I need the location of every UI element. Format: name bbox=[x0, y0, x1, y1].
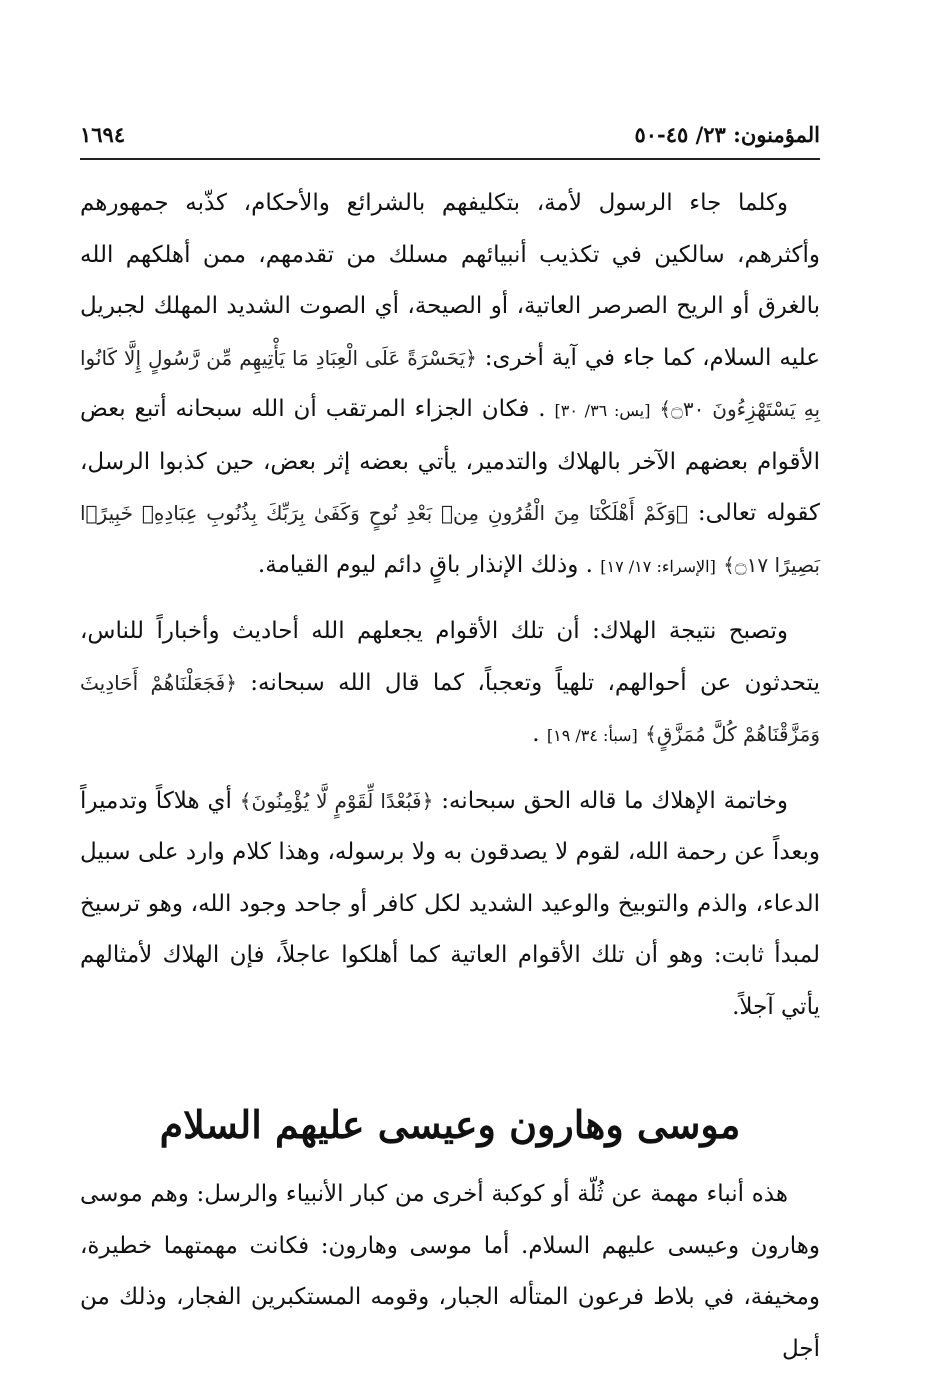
verse-citation: [الإسراء: ١٧/ ١٧] bbox=[600, 556, 716, 576]
verse-citation: [يس: ٣٦/ ٣٠] bbox=[554, 401, 651, 420]
quran-verse: ﴿فَبُعْدًا لِّقَوْمٍ لَّا يُؤْمِنُونَ﴾ bbox=[239, 788, 434, 813]
paragraph-1 bbox=[80, 178, 820, 592]
paragraph-text: وتصبح نتيجة الهلاك: أن تلك الأقوام يجعلهم الله أحاديث وأخباراً للناس، يتحدثون عن أحوالهم، تلهياً وتعجباً، كما قال الله سبحانه: bbox=[80, 618, 820, 696]
paragraph-text: . bbox=[532, 721, 540, 747]
paragraph-text: . فكان الجزاء المرتقب أن الله سبحانه أتبع بعض الأقوام بعضهم الآخر بالهلاك والتدمير، يأتي بعضه إثر بعض، حين كذبوا الرسل، كقوله تعالى: bbox=[80, 396, 820, 526]
paragraph-text: وخاتمة الإهلاك ما قاله الحق سبحانه: bbox=[433, 787, 788, 814]
section-heading: موسى وهارون وعيسى عليهم السلام bbox=[159, 1102, 741, 1147]
quran-verse: ﴿فَجَعَلْنَاهُمْ أَحَادِيثَ وَمَزَّقْنَاهُمْ كُلَّ مُمَزَّقٍ﴾ bbox=[80, 670, 820, 746]
paragraph-text: أي هلاكاً وتدميراً وبعداً عن رحمة الله، لقوم لا يصدقون به ولا برسوله، وهذا كلام وارد على سبيل الدعاء، والذم والتوبيخ والوعيد الشديد لكل كافر أو جاحد وجود الله، وهو ترسيخ لمبدأ ثابت: وهو أن تلك الأقوام العاتية كما أهلكوا عاجلاً، فإن الهلاك لأمثالهم يأتي آجلاً. bbox=[80, 787, 820, 1020]
paragraph-3 bbox=[80, 776, 820, 1034]
quran-verse: ﴿وَكَمْ أَهْلَكْنَا مِنَ الْقُرُونِ مِنۢ بَعْدِ نُوحٍ وَكَفَىٰ بِرَبِّكَ بِذُنُوبِ عِبَادِهِۦ خَبِيرًۢا بَصِيرًا ۝١٧﴾ bbox=[80, 501, 820, 577]
quran-verse: ﴿يَحَسْرَةً عَلَى الْعِبَادِ مَا يَأْتِيهِم مِّن رَّسُولٍ إِلَّا كَانُوا بِهِ يَسْتَهْزِءُونَ ۝٣٠﴾ bbox=[80, 345, 821, 421]
surah-reference: المؤمنون: ٢٣/ ٤٥-٥٠ bbox=[634, 122, 820, 147]
page-body bbox=[80, 178, 820, 1389]
paragraph-2 bbox=[80, 606, 820, 762]
page-header bbox=[80, 118, 820, 160]
paragraph-text: . وذلك الإنذار باقٍ دائم ليوم القيامة. bbox=[257, 551, 593, 578]
page-number: ١٦٩٤ bbox=[80, 122, 126, 147]
paragraph-text: وكلما جاء الرسول لأمة، بتكليفهم بالشرائع والأحكام، كذّبه جمهورهم وأكثرهم، سالكين في تكذيب أنبيائهم مسلك من تقدمهم، ممن أهلكهم الله بالغرق أو الريح الصرصر العاتية، أو الصيحة، أي الصوت الشديد المهلك لجبريل عليه السلام، كما جاء في آية أخرى: bbox=[80, 190, 820, 371]
section-paragraph: هذه أنباء مهمة عن ثُلّة أو كوكبة أخرى من كبار الأنبياء والرسل: وهم موسى وهارون وعيسى عليهم السلام. أما موسى وهارون: فكانت مهمتهما خطيرة، ومخيفة، في بلاط فرعون المتأله الجبار، وقومه المستكبرين الفجار، وذلك من أجل bbox=[80, 1181, 820, 1362]
verse-citation: [سبأ: ٣٤/ ١٩] bbox=[546, 726, 638, 745]
